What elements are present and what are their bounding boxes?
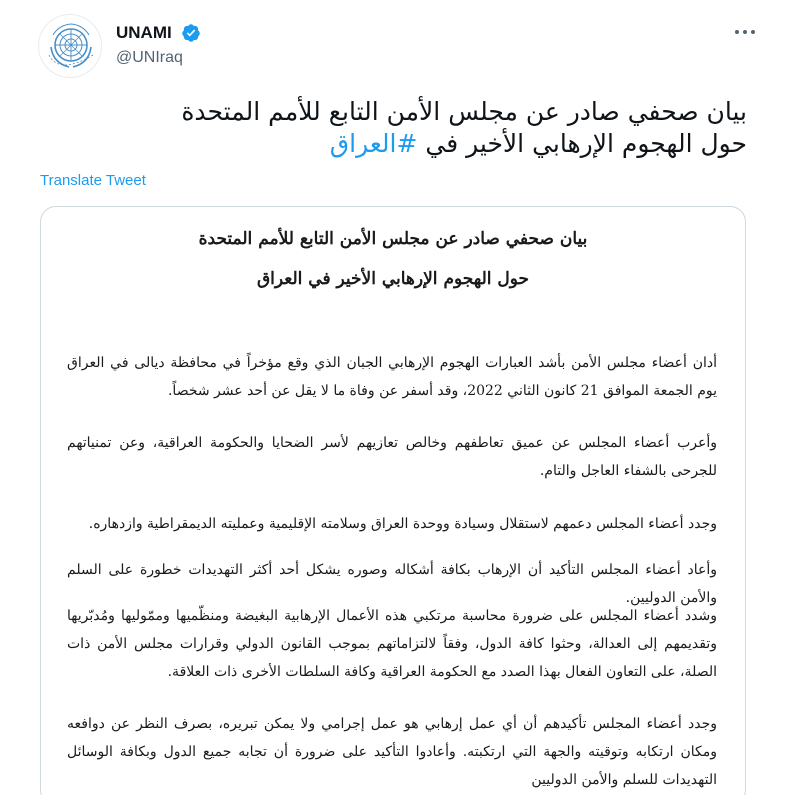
tweet-header <box>38 14 758 74</box>
document-subtitle: حول الهجوم الإرهابي الأخير في العراق <box>256 269 530 289</box>
more-options-icon[interactable] <box>732 22 758 42</box>
document-paragraph: أدان أعضاء مجلس الأمن بأشد العبارات الهجوم الإرهابي الجبان الذي وقع مؤخراً في محافظة ديالى في العراق يوم الجمعة الموافق 21 كانون الثاني 2022، وقد أسفر عن وفاة ما لا يقل عن أحد عشر شخصاً. <box>67 355 717 399</box>
handle[interactable]: @UNIraq <box>116 48 183 66</box>
document-paragraph: وجدد أعضاء المجلس تأكيدهم أن أي عمل إرهابي هو عمل إجرامي ولا يمكن تبريره، بصرف النظر عن دوافعه ومكان ارتكابه وتوقيته والجهة التي ارتكبته. وأعادوا التأكيد على ضرورة أن تجابه جميع الدول وبكافة الوسائل التهديدات للسلم والأمن الدوليين <box>67 716 717 788</box>
press-statement-document <box>41 207 745 795</box>
avatar[interactable] <box>38 14 102 78</box>
verified-badge-icon <box>181 23 201 43</box>
document-paragraph: وشدد أعضاء المجلس على ضرورة محاسبة مرتكبي هذه الأعمال الإرهابية البغيضة ومنظّميها وممّوليها ومُدبّريها وتقديمهم إلى العدالة، وحثوا كافة الدول، وفقاً لالتزاماتهم بموجب القانون الدولي وقرارات مجلس الأمن ذات الصلة، على التعاون الفعال بهذا الصدد مع الحكومة العراقية وكافة السلطات الأخرى ذات العلاقة. <box>67 608 717 680</box>
translate-tweet-link[interactable]: Translate Tweet <box>40 172 146 189</box>
tweet-text-plain: حول الهجوم الإرهابي الأخير في <box>417 129 747 158</box>
tweet-text <box>47 96 747 160</box>
document-title: بيان صحفي صادر عن مجلس الأمن التابع للأمم المتحدة <box>198 229 588 249</box>
hashtag-link[interactable]: #العراق <box>329 129 418 158</box>
un-emblem-icon <box>39 15 102 78</box>
document-paragraph: وجدد أعضاء المجلس دعمهم لاستقلال وسيادة ووحدة العراق وسلامته الإقليمية وعمليته الديمقراطية وازدهاره. <box>88 516 717 532</box>
tweet-text-line-1: بيان صحفي صادر عن مجلس الأمن التابع للأمم المتحدة <box>181 97 747 126</box>
tweet-text-line-2 <box>47 128 747 160</box>
attached-image[interactable] <box>40 206 746 795</box>
document-paragraph: وأعاد أعضاء المجلس التأكيد أن الإرهاب بكافة أشكاله وصوره يشكل أحد أكثر التهديدات خطورة على السلم والأمن الدوليين. <box>67 562 717 606</box>
document-paragraph: وأعرب أعضاء المجلس عن عميق تعاطفهم وخالص تعازيهم لأسر الضحايا والحكومة العراقية، وعن تمنياتهم للجرحى بالشفاء العاجل والتام. <box>67 435 717 479</box>
display-name[interactable]: UNAMI <box>116 22 172 42</box>
